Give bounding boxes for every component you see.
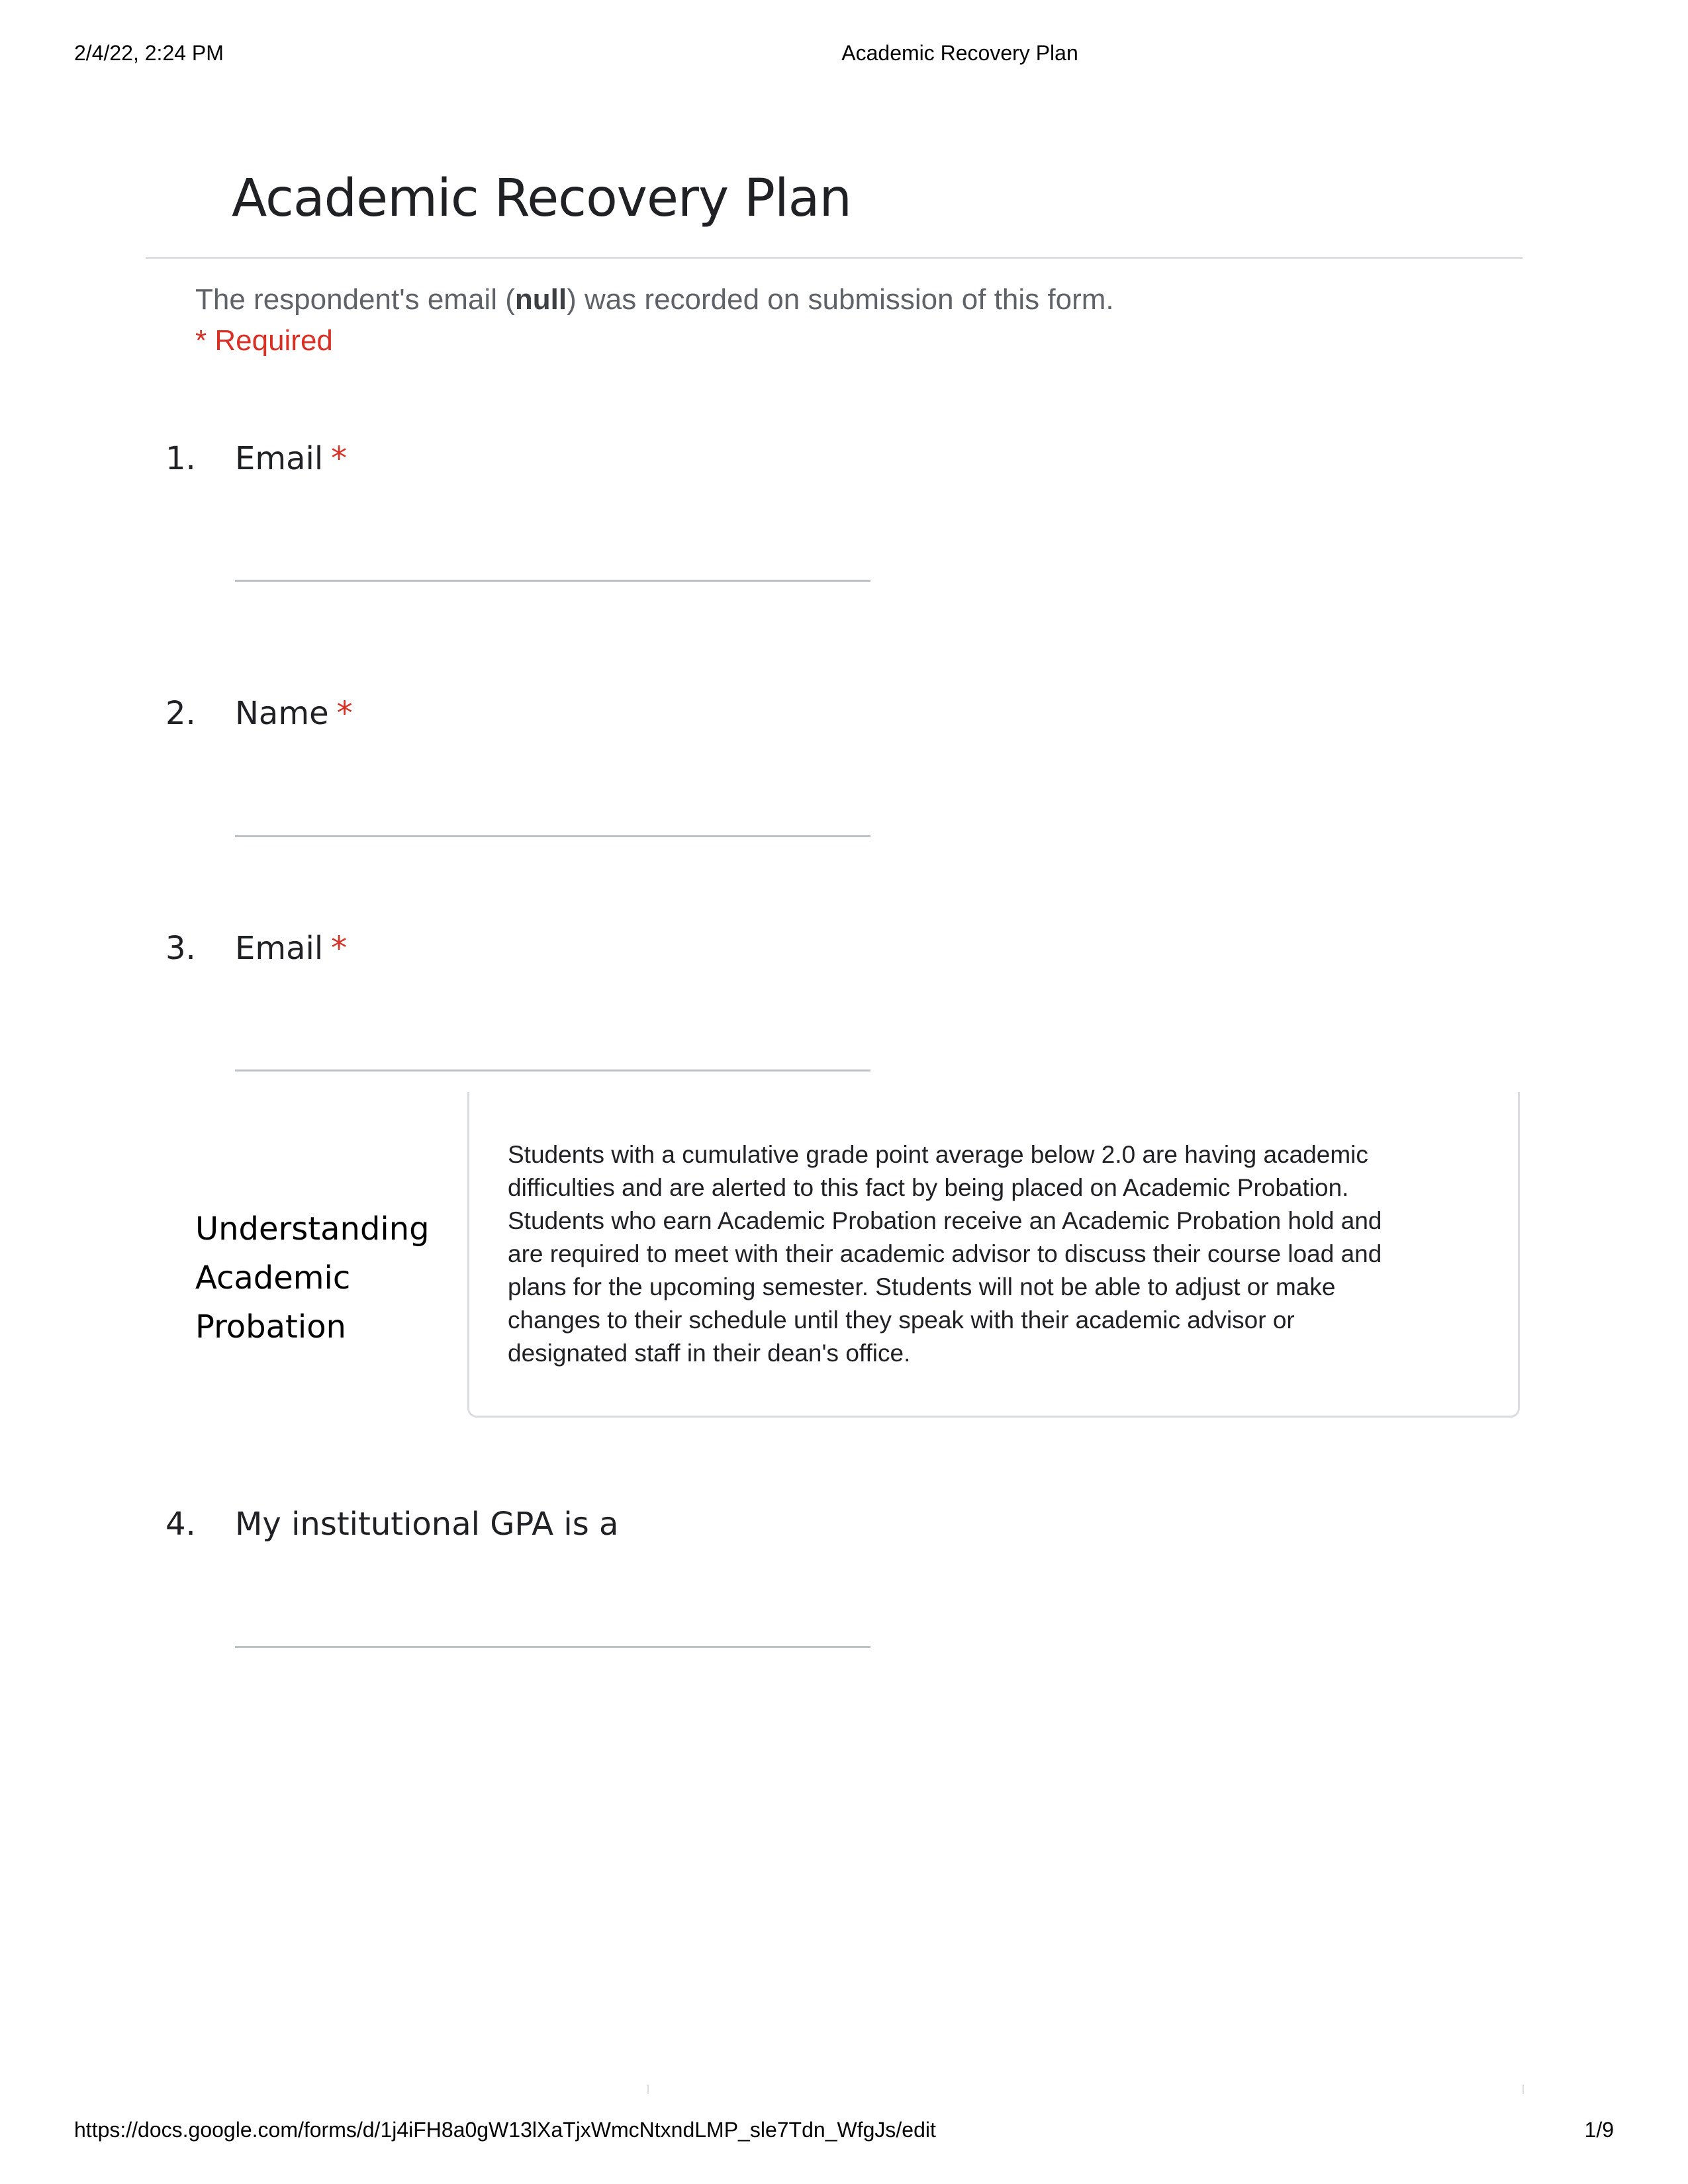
print-datetime: 2/4/22, 2:24 PM: [74, 41, 224, 65]
question-label: Email *: [235, 930, 348, 967]
form-title: Academic Recovery Plan: [232, 169, 851, 228]
required-note: * Required: [195, 324, 333, 357]
required-asterisk: *: [331, 930, 348, 967]
question-label: Name *: [235, 695, 353, 732]
required-asterisk: *: [336, 695, 353, 732]
email-answer-field-2[interactable]: [235, 1069, 870, 1071]
gpa-answer-field[interactable]: [235, 1646, 870, 1648]
question-number: 2.: [165, 695, 196, 732]
email-recorded-note: The respondent's email (null) was recorded on submission of this form.: [195, 283, 1114, 316]
print-url: https://docs.google.com/forms/d/1j4iFH8a0gW13lXaTjxWmcNtxndLMP_sle7Tdn_WfgJs/edit: [74, 2118, 936, 2142]
page-break-mark: [1523, 2085, 1524, 2094]
section-description-box: [467, 1092, 1520, 1418]
print-page-title: Academic Recovery Plan: [841, 41, 1078, 65]
question-number: 1.: [165, 440, 196, 477]
title-divider: [146, 257, 1523, 259]
question-number: 3.: [165, 930, 196, 967]
section-title: Understanding Academic Probation: [195, 1210, 430, 1345]
question-label: Email *: [235, 440, 348, 477]
section-description: Students with a cumulative grade point average below 2.0 are having academic difficulties and are alerted to this fact by being placed on Academic Probation. Students who earn Academic Probation receive an Academic Probation hold and are required to meet with their academic advisor to discuss their course load and plans for the upcoming semester. Students will not be able to adjust or make changes to their schedule until they speak with their academic advisor or designated staff in their dean's office.: [508, 1141, 1382, 1367]
page-break-mark: [647, 2085, 649, 2094]
question-label: My institutional GPA is a: [235, 1506, 619, 1543]
recorded-email-value: null: [514, 283, 567, 316]
question-number: 4.: [165, 1506, 196, 1543]
email-answer-field[interactable]: [235, 580, 870, 582]
print-page-number: 1/9: [1584, 2118, 1614, 2142]
name-answer-field[interactable]: [235, 835, 870, 837]
required-asterisk: *: [331, 440, 348, 477]
